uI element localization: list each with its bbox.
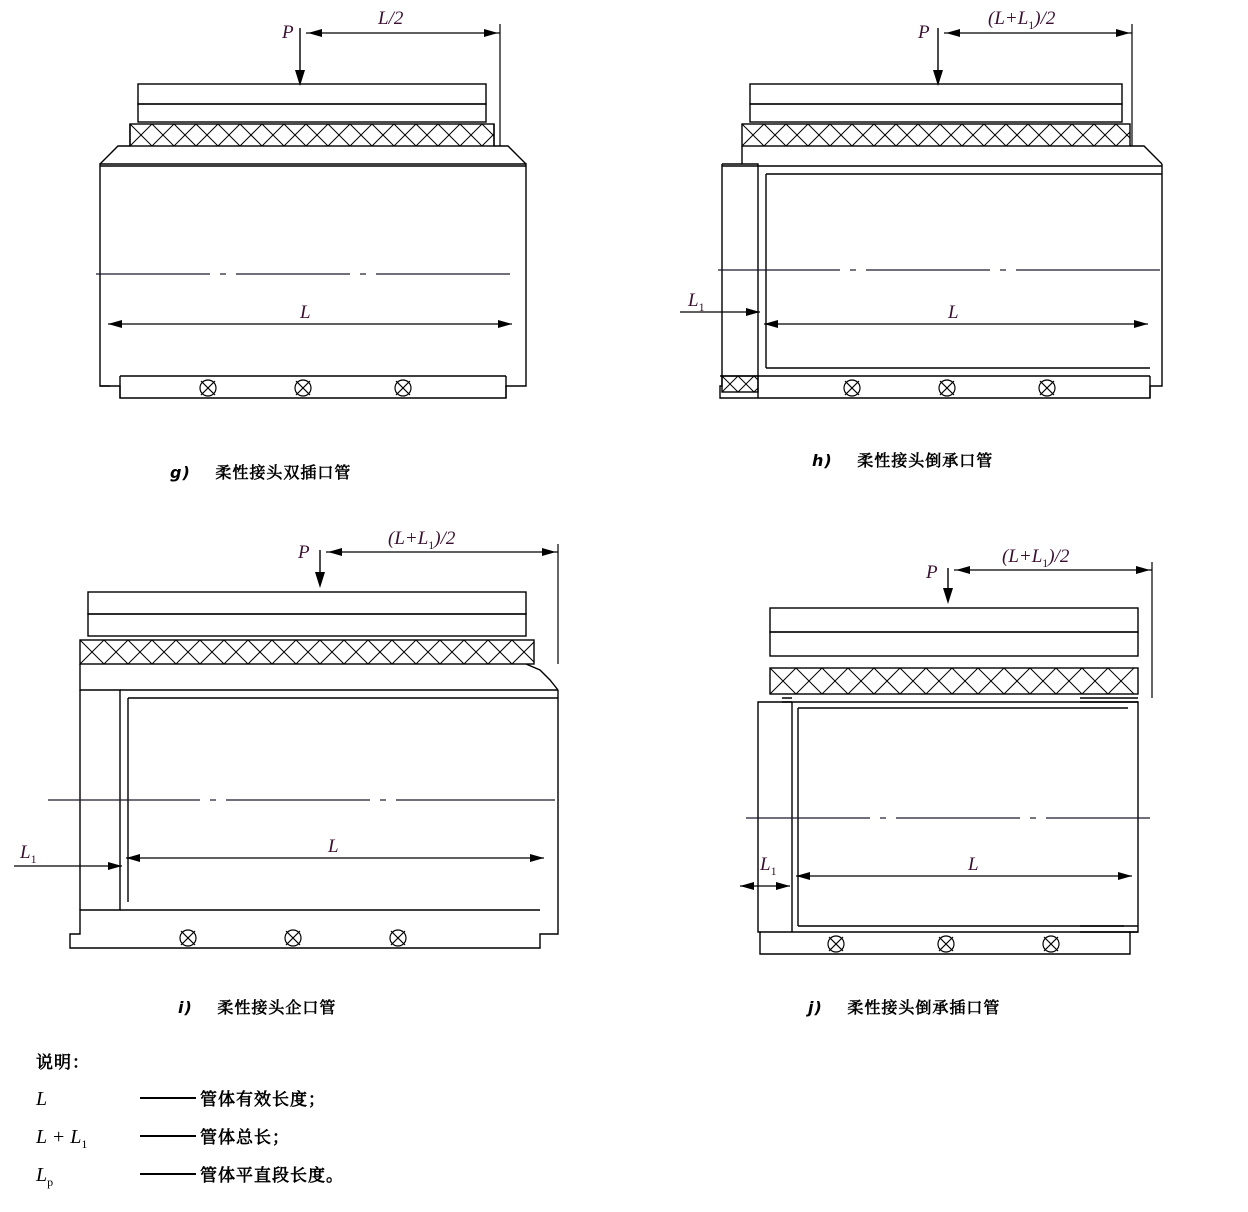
legend-symbol: $L + L_1$ — [36, 1126, 88, 1151]
legend-dash — [140, 1135, 196, 1137]
legend-item — [36, 1161, 556, 1189]
dimension-top-j: $(L+L_1)/2$ — [1002, 546, 1070, 570]
figure-j — [700, 530, 1200, 1030]
figure-h — [660, 6, 1200, 506]
figure-i — [10, 530, 590, 1030]
caption-text-i: 柔性接头企口管 — [217, 998, 337, 1017]
caption-text-j: 柔性接头倒承插口管 — [847, 998, 1001, 1017]
dimension-end-h: $L_1$ — [688, 290, 705, 314]
dimension-end-j: $L_1$ — [760, 854, 777, 878]
dimension-body-j: L — [968, 854, 979, 875]
caption-index-i: i) — [178, 998, 193, 1017]
legend-dash — [140, 1097, 196, 1099]
legend-item — [36, 1085, 556, 1113]
dimension-end-i: $L_1$ — [20, 842, 37, 866]
legend — [36, 1048, 556, 1199]
figure-g — [60, 6, 580, 506]
dimension-body-i: L — [328, 836, 339, 857]
caption-index-h: h) — [812, 451, 833, 470]
figure-g-drawing — [60, 6, 580, 506]
dimension-top-h: $(L+L_1)/2$ — [988, 8, 1056, 32]
load-label-h: P — [918, 22, 930, 43]
dimension-top-g: L/2 — [378, 8, 404, 29]
dimension-body-g: L — [300, 302, 311, 323]
legend-text: 管体有效长度； — [200, 1090, 326, 1110]
legend-symbol: L — [36, 1088, 48, 1110]
caption-g — [170, 460, 351, 483]
legend-item — [36, 1123, 556, 1151]
load-label-j: P — [926, 562, 938, 583]
figure-i-drawing — [10, 530, 590, 1030]
caption-text-g: 柔性接头双插口管 — [215, 463, 352, 482]
figure-j-drawing — [700, 530, 1200, 1030]
load-label-i: P — [298, 542, 310, 563]
caption-i — [178, 995, 336, 1018]
caption-index-g: g) — [170, 463, 191, 482]
load-label-g: P — [282, 22, 294, 43]
dimension-body-h: L — [948, 302, 959, 323]
legend-text: 管体平直段长度。 — [200, 1166, 344, 1186]
caption-h — [812, 448, 993, 471]
legend-text: 管体总长； — [200, 1128, 290, 1148]
caption-index-j: j) — [808, 998, 823, 1017]
caption-j — [808, 995, 1000, 1018]
legend-dash — [140, 1173, 196, 1175]
legend-title: 说明： — [36, 1053, 90, 1073]
caption-text-h: 柔性接头倒承口管 — [857, 451, 994, 470]
dimension-top-i: $(L+L_1)/2$ — [388, 530, 456, 552]
legend-symbol: $L_p$ — [36, 1164, 54, 1189]
figure-h-drawing — [660, 6, 1200, 506]
